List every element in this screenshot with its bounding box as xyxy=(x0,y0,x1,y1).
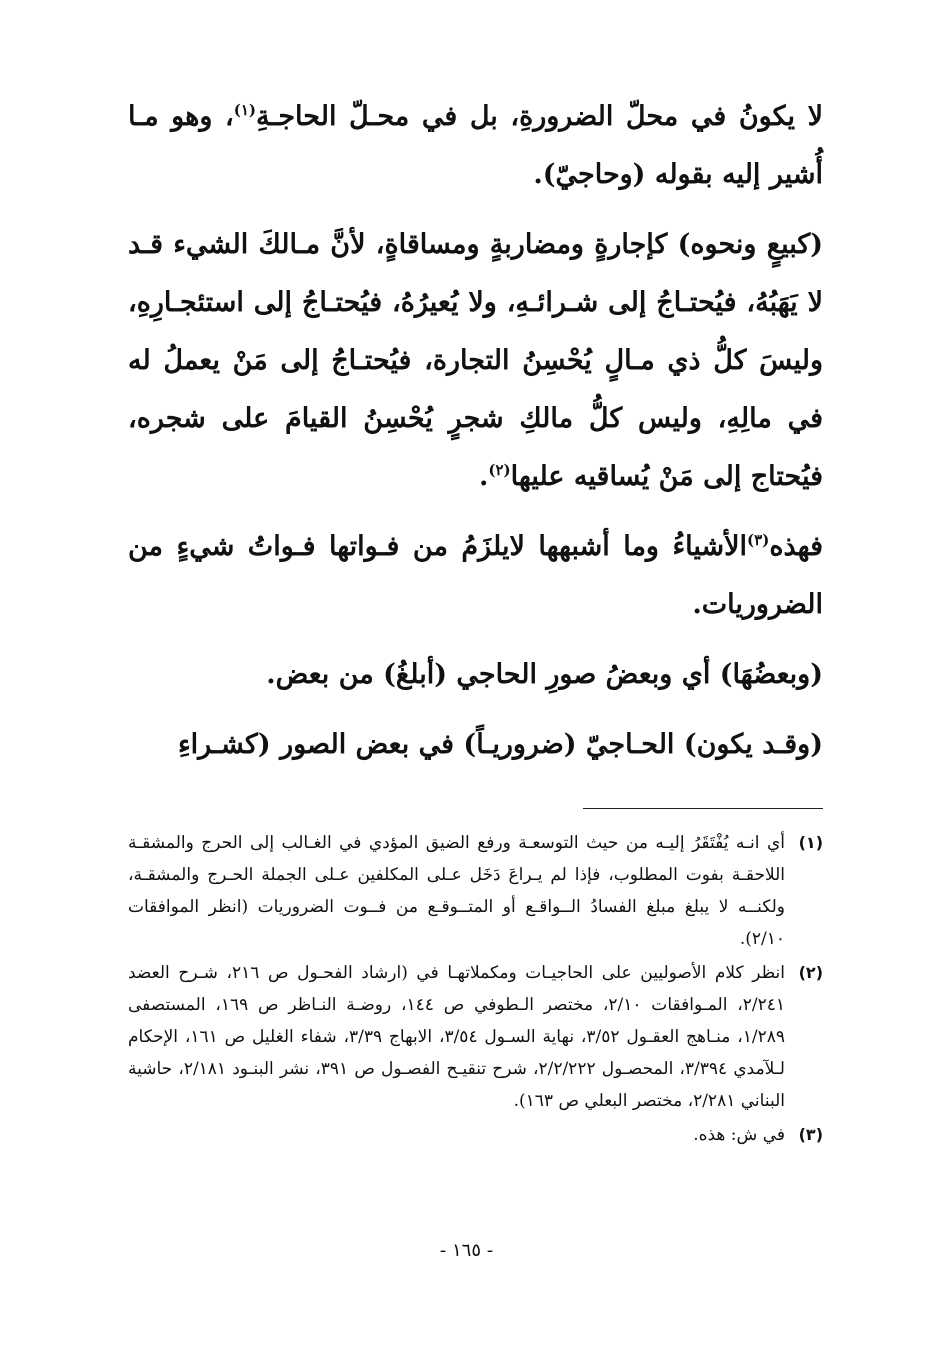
footnote-number: (٢) xyxy=(798,963,823,982)
footnote-3 xyxy=(128,1119,823,1151)
footnote-ref-1[interactable]: (١) xyxy=(233,101,256,119)
paragraph-3-text: الأشياءُ وما أشبهها لايلزَمُ من فـواتها فـواتُ شيءٍ من الضروريات. xyxy=(128,531,823,620)
paragraph-1 xyxy=(128,88,823,204)
page-number: - ١٦٥ - xyxy=(439,1240,494,1261)
paragraph-1-rest: ، وهو مـا أُشير إليه بقوله (وحاجيّ). xyxy=(128,101,823,190)
footnote-text: انظر كلام الأصوليين على الحاجيـات ومكملاتهـا في (ارشاد الفحـول ص ٢١٦، شـرح العضد ٢/٢٤١، المـوافقات ٢/١٠، مختصر الـطوفي ص ١٤٤، روضـة النـاظر ص ١٦٩، المستصفى ١/٢٨٩، منـاهج العقـول ٣/٥٢، نهاية السـول ٣/٥٤، الابهاج ٣/٣٩، شفاء الغليل ص ١٦١، الإحكام لـلآمدي ٣/٣٩٤، المحصـول ٢/٢/٢٢٢، شرح تنقيـح الفصـول ص ٣٩١، نشر البنـود ٢/١٨١، حاشية البناني ٢/٢٨١، مختصر البعلي ص ١٦٣). xyxy=(128,963,785,1111)
paragraph-1-text: لا يكونُ في محلّ الضرورةِ، بل في محـلّ الحاجـةِ xyxy=(255,101,824,132)
footnote-2 xyxy=(128,957,823,1117)
paragraph-2 xyxy=(128,216,823,506)
footnote-number: (١) xyxy=(798,833,823,852)
paragraph-2-text: (كبيعٍ ونحوه) كإجارةٍ ومضاربةٍ ومساقاةٍ، لأنَّ مـالكَ الشيء قـد لا يَهَبُهُ، فيُحتـاجُ إلى شـرائـهِ، ولا يُعيرُهُ، فيُحتـاجُ إلى استئجـارِهِ، وليسَ كلُّ ذي مـالٍ يُحْسِنُ التجارة، فيُحتـاجُ إلى مَنْ يعملُ له في مالِهِ، وليس كلُّ مالكِ شجرٍ يُحْسِنُ القيامَ على شجره، فيُحتاج إلى مَنْ يُساقيه عليها xyxy=(128,229,823,492)
paragraph-4-text: (وبعضُهَا) أي وبعضُ صورِ الحاجي (أبلغُ) من بعض. xyxy=(266,659,823,690)
page-content xyxy=(128,88,823,1153)
footnote-number: (٣) xyxy=(798,1125,823,1144)
footnote-ref-2[interactable]: (٢) xyxy=(488,461,511,479)
paragraph-5 xyxy=(128,716,823,774)
paragraph-4 xyxy=(128,646,823,704)
footnote-divider xyxy=(583,808,823,809)
paragraph-3-prefix: فهذه xyxy=(769,531,823,562)
footnote-ref-3[interactable]: (٣) xyxy=(747,531,770,549)
footnote-text: أي انـه يُفْتَقَرُ إليـه من حيث التوسعـة ورفع الضيق المؤدي في الغـالب إلى الحرج والمشقـة اللاحقـة بفوت المطلوب، فإذا لم يـراعَ دَخَل عـلى المكلفين عـلى الجملة الحـرج والمشقـة، ولكنــه لا يبلغ مبلغ الفسادُ الــواقـع أو المتــوقـع من فــوت الضروريات (انظر الموافقات ٢/١٠). xyxy=(128,833,785,949)
paragraph-3 xyxy=(128,518,823,634)
footnote-1 xyxy=(128,827,823,955)
paragraph-2-rest: . xyxy=(478,461,489,492)
paragraph-5-text: (وقـد يكون) الحـاجيّ (ضروريـاً) في بعض الصور (كشـراءِ xyxy=(177,729,823,760)
footnotes xyxy=(128,827,823,1151)
main-text xyxy=(128,88,823,774)
footnote-text: في ش: هذه. xyxy=(693,1125,785,1145)
